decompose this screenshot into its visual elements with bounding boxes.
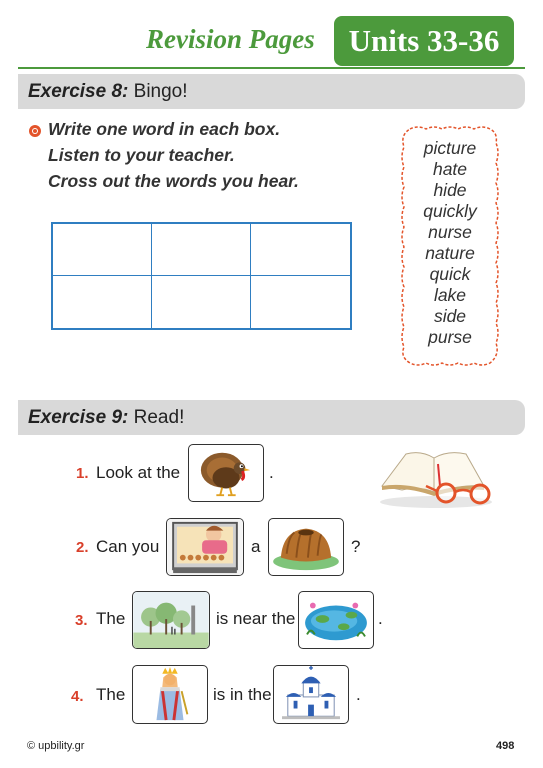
word-item: hide: [433, 180, 467, 200]
baking-picture: [166, 518, 244, 576]
bingo-cell[interactable]: [53, 224, 152, 276]
item-1-text-a: Look at the: [96, 463, 181, 482]
item-4-text-a: The: [96, 685, 126, 704]
word-item: nurse: [428, 222, 472, 242]
turkey-picture: [188, 444, 264, 502]
word-item: side: [433, 306, 467, 326]
item-2-number: 2.: [76, 539, 89, 556]
bullet-icon: [29, 125, 41, 137]
instruction-line-1: Write one word in each box.: [48, 119, 281, 139]
bingo-cell[interactable]: [152, 224, 251, 276]
item-4-text-b: is in the: [213, 685, 272, 704]
church-picture: [273, 665, 349, 724]
instruction-line-3: Cross out the words you hear.: [48, 171, 299, 191]
pond-icon: [299, 592, 373, 648]
item-2-text-a: Can you: [96, 537, 160, 556]
park-icon: [133, 592, 209, 648]
instruction-line-2: Listen to your teacher.: [48, 145, 235, 165]
item-2-text-b: a: [251, 537, 261, 556]
bingo-grid: [51, 222, 352, 330]
item-1-number: 1.: [76, 465, 89, 482]
item-3-number: 3.: [75, 612, 88, 629]
exercise-8-header: [18, 74, 525, 109]
word-list: [400, 138, 500, 348]
bingo-cell[interactable]: [251, 224, 350, 276]
exercise-8-name: Bingo!: [133, 81, 188, 102]
bingo-cell[interactable]: [152, 276, 251, 328]
item-3-text-b: is near the: [216, 609, 296, 628]
cake-icon: [269, 519, 343, 575]
word-item: quick: [429, 264, 471, 284]
book-glasses-icon: [376, 446, 500, 512]
queen-picture: [132, 665, 208, 724]
word-item: lake: [433, 285, 467, 305]
word-item: nature: [425, 243, 475, 263]
revision-pages-title: Revision Pages: [146, 24, 315, 54]
exercise-9-header: [18, 400, 525, 435]
bingo-cell[interactable]: [53, 276, 152, 328]
word-item: hate: [432, 159, 468, 179]
item-1-text-b: .: [269, 463, 274, 482]
word-item: purse: [428, 327, 472, 347]
park-picture: [132, 591, 210, 649]
bingo-cell[interactable]: [251, 276, 350, 328]
church-icon: [274, 666, 348, 723]
exercise-9-label: Exercise 9:: [28, 407, 129, 428]
bake-icon: [167, 519, 243, 575]
exercise-8-label: Exercise 8:: [28, 81, 129, 102]
footer-copyright: © upbility.gr: [27, 740, 85, 752]
exercise-9-name: Read!: [133, 407, 185, 428]
cake-picture: [268, 518, 344, 576]
pond-picture: [298, 591, 374, 649]
page-number: 498: [496, 740, 515, 752]
word-item: quickly: [423, 201, 477, 221]
units-badge: Units 33-36: [334, 16, 514, 66]
header-divider: [18, 67, 525, 69]
word-item: picture: [423, 138, 477, 158]
queen-icon: [133, 666, 207, 723]
item-2-text-c: ?: [351, 537, 361, 556]
item-4-number: 4.: [71, 688, 84, 705]
item-3-text-c: .: [378, 609, 383, 628]
turkey-icon: [189, 445, 263, 501]
item-3-text-a: The: [96, 609, 126, 628]
item-4-text-c: .: [356, 685, 361, 704]
